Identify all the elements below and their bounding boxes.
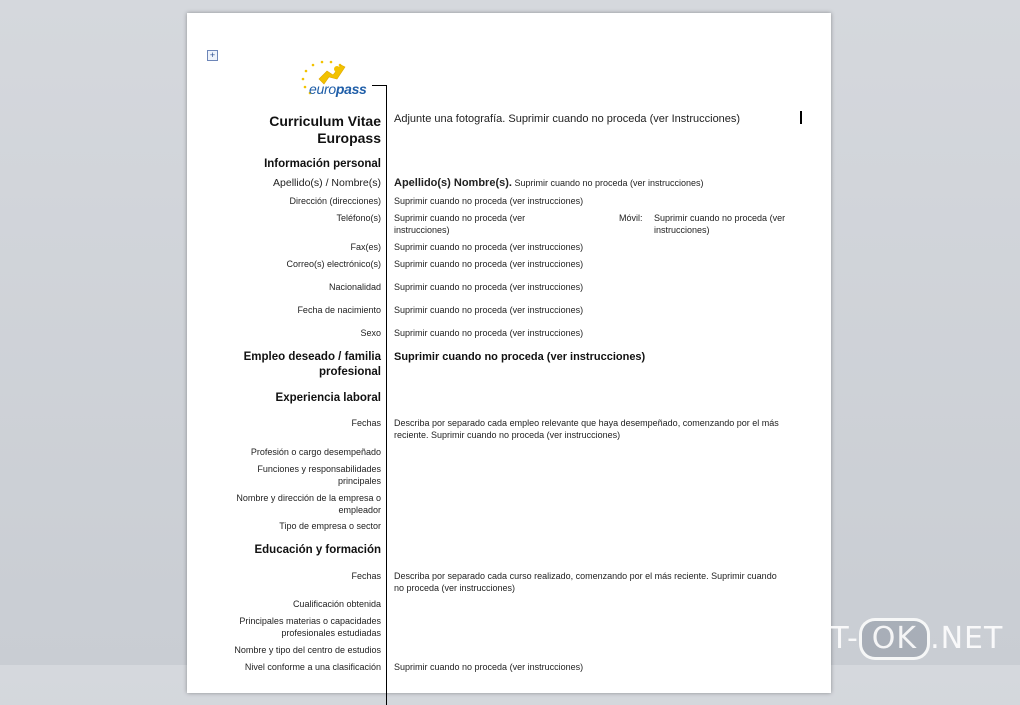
address-label: Dirección (direcciones) bbox=[289, 196, 381, 206]
desired-job-label: Empleo deseado / familia profesional bbox=[243, 351, 381, 378]
email-label: Correo(s) electrónico(s) bbox=[286, 259, 381, 269]
address-value[interactable]: Suprimir cuando no proceda (ver instrucciones) bbox=[394, 196, 584, 206]
qualification-label: Cualificación obtenida bbox=[292, 599, 381, 609]
fax-value[interactable]: Suprimir cuando no proceda (ver instrucciones) bbox=[394, 242, 584, 252]
text-cursor bbox=[800, 111, 802, 124]
desired-job-value[interactable]: Suprimir cuando no proceda (ver instrucciones) bbox=[394, 351, 646, 363]
mobile-value[interactable]: Suprimir cuando no proceda (ver instrucciones) bbox=[654, 213, 786, 235]
europass-logo bbox=[297, 57, 377, 99]
column-divider-top bbox=[372, 85, 387, 86]
nationality-label: Nacionalidad bbox=[328, 282, 381, 292]
mobile-label: Móvil: bbox=[619, 213, 643, 223]
personal-info-heading: Información personal bbox=[264, 158, 381, 170]
document-page[interactable] bbox=[187, 13, 831, 693]
name-value[interactable] bbox=[394, 177, 704, 189]
watermark-ok-badge: OK bbox=[859, 618, 930, 660]
experience-dates-label: Fechas bbox=[351, 418, 381, 428]
education-dates-value[interactable]: Describa por separado cada curso realizado, comenzando por el más reciente. Suprimir cuando no proceda (ver instrucciones) bbox=[394, 571, 777, 593]
watermark: SOFT- OK .NET bbox=[768, 616, 1018, 662]
education-heading: Educación y formación bbox=[254, 544, 381, 556]
column-divider bbox=[386, 85, 387, 705]
experience-dates-value[interactable]: Describa por separado cada empleo relevante que haya desempeñado, comenzando por el más reciente. Suprimir cuando no proceda (ver instrucciones) bbox=[394, 418, 779, 440]
nationality-value[interactable]: Suprimir cuando no proceda (ver instrucciones) bbox=[394, 282, 584, 292]
name-value-bold: Apellido(s) Nombre(s). bbox=[394, 177, 512, 189]
table-move-handle-icon[interactable]: + bbox=[207, 50, 218, 61]
position-label: Profesión o cargo desempeñado bbox=[250, 447, 381, 457]
sector-label: Tipo de empresa o sector bbox=[279, 521, 381, 531]
europass-logo-text: europass bbox=[309, 81, 367, 97]
sex-label: Sexo bbox=[360, 328, 381, 338]
duties-label: Funciones y responsabilidades principales bbox=[257, 464, 381, 486]
birth-date-label: Fecha de nacimiento bbox=[297, 305, 381, 315]
sex-value[interactable]: Suprimir cuando no proceda (ver instrucciones) bbox=[394, 328, 584, 338]
cv-title-line1: Curriculum Vitae bbox=[269, 113, 381, 129]
phone-value[interactable]: Suprimir cuando no proceda (ver instrucciones) bbox=[394, 213, 526, 235]
level-value[interactable]: Suprimir cuando no proceda (ver instrucciones) bbox=[394, 662, 584, 672]
work-experience-heading: Experiencia laboral bbox=[275, 392, 381, 404]
subjects-label: Principales materias o capacidades profesionales estudiadas bbox=[239, 616, 381, 638]
phone-label: Teléfono(s) bbox=[336, 213, 381, 223]
photo-note[interactable]: Adjunte una fotografía. Suprimir cuando no proceda (ver Instrucciones) bbox=[394, 113, 741, 125]
email-value[interactable]: Suprimir cuando no proceda (ver instrucciones) bbox=[394, 259, 584, 269]
cv-title-line2: Europass bbox=[317, 130, 381, 146]
employer-label: Nombre y dirección de la empresa o empleador bbox=[236, 493, 381, 515]
name-value-rest: Suprimir cuando no proceda (ver instrucciones) bbox=[511, 178, 704, 188]
institution-label: Nombre y tipo del centro de estudios bbox=[234, 645, 381, 655]
level-label: Nivel conforme a una clasificación bbox=[244, 662, 381, 672]
name-label: Apellido(s) / Nombre(s) bbox=[273, 177, 381, 189]
education-dates-label: Fechas bbox=[351, 571, 381, 581]
fax-label: Fax(es) bbox=[350, 242, 381, 252]
birth-date-value[interactable]: Suprimir cuando no proceda (ver instrucciones) bbox=[394, 305, 584, 315]
